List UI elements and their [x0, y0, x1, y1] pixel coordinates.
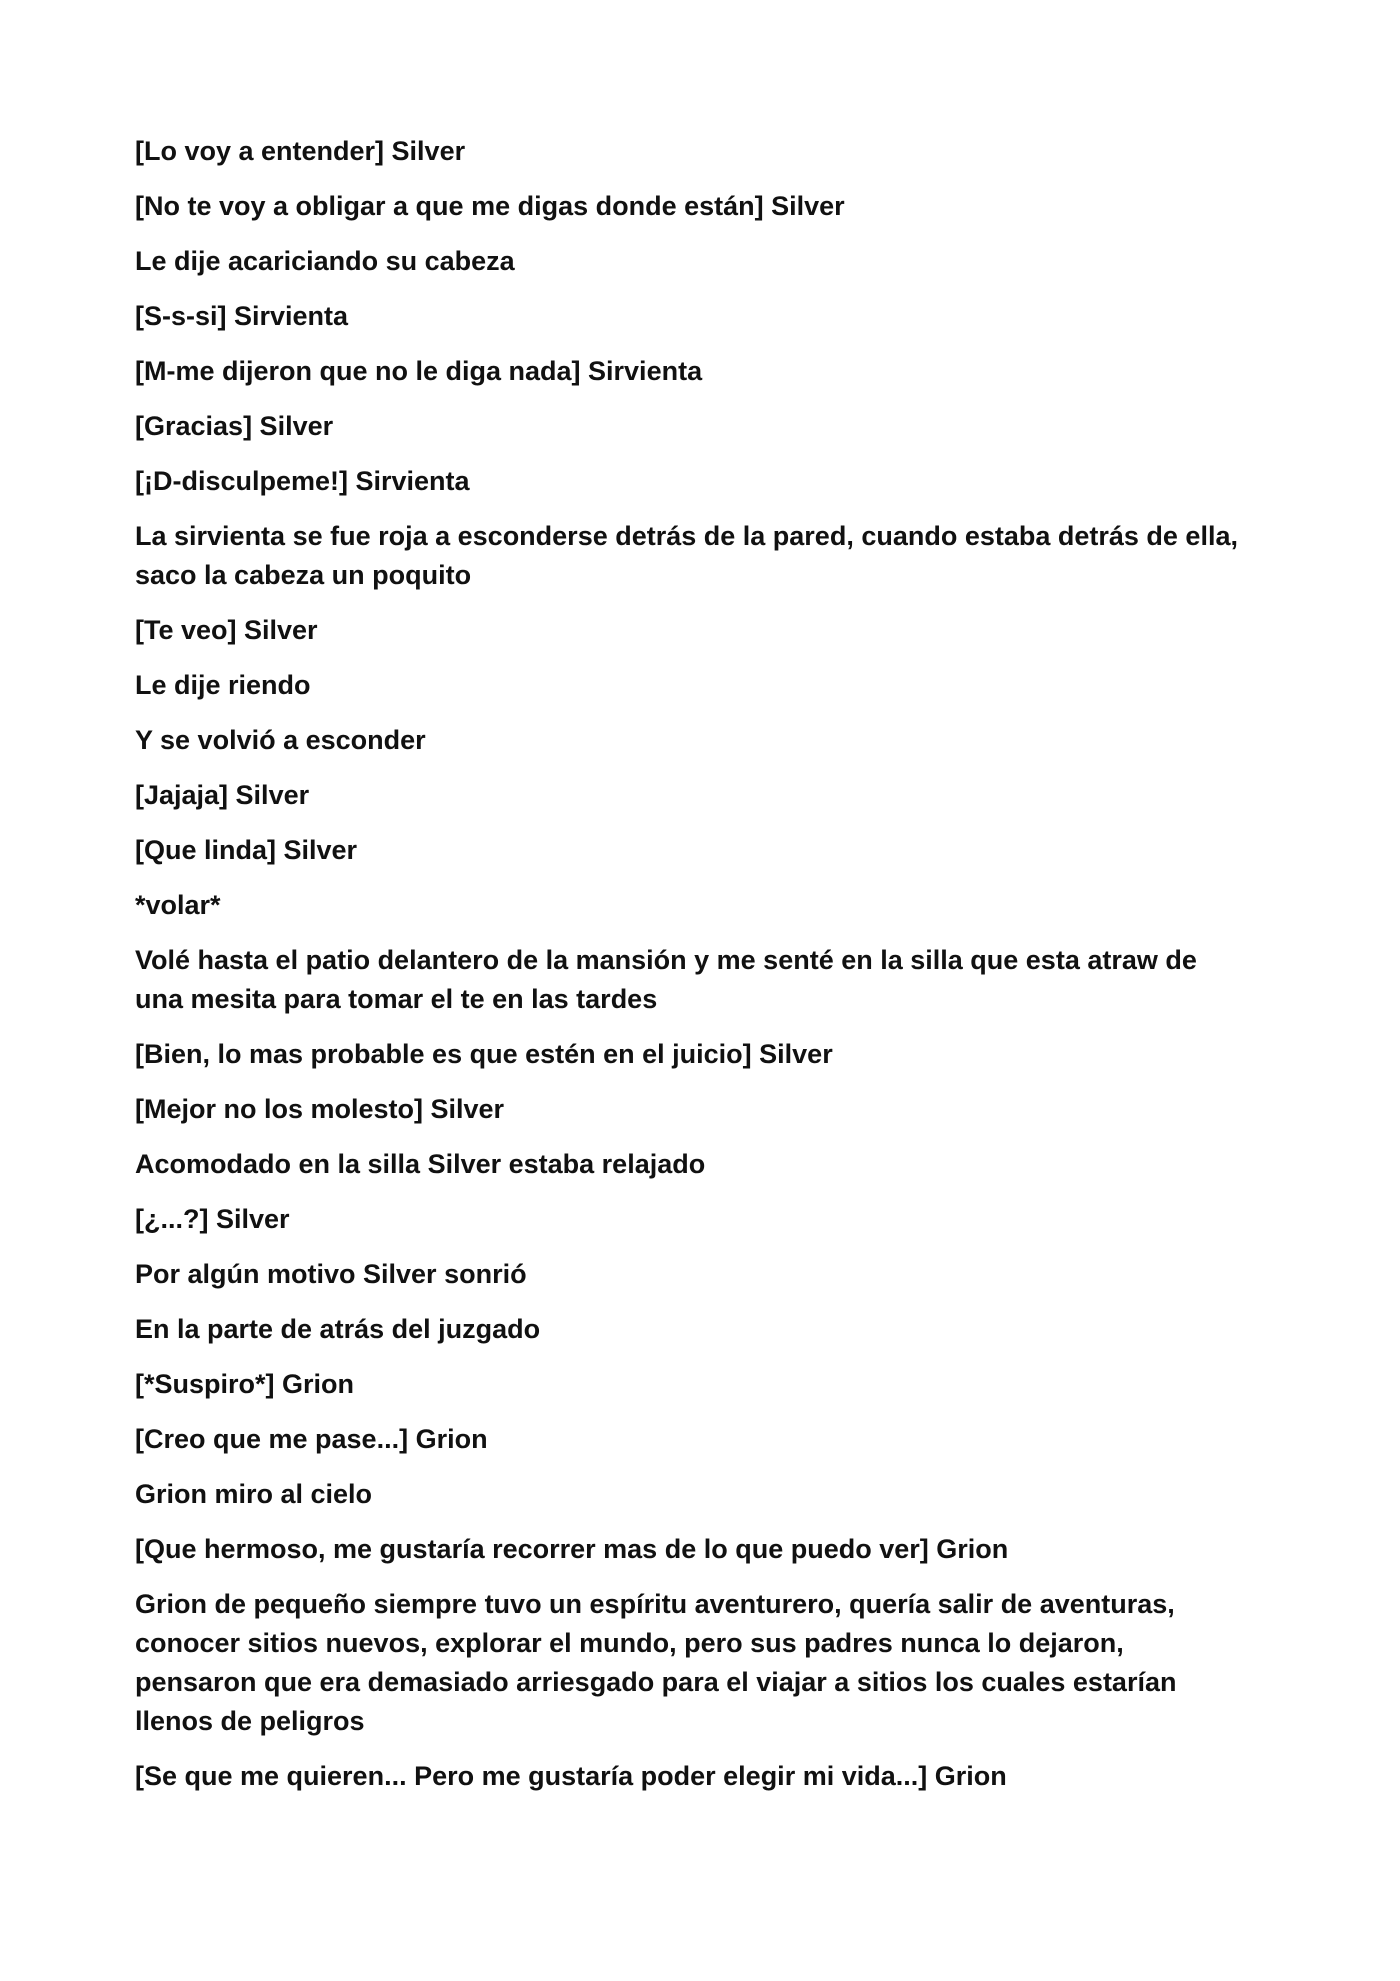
paragraph: [Jajaja] Silver: [135, 780, 310, 810]
paragraph: Y se volvió a esconder: [135, 725, 426, 755]
paragraph: [*Suspiro*] Grion: [135, 1369, 355, 1399]
paragraph: Le dije acariciando su cabeza: [135, 246, 515, 276]
paragraph: Volé hasta el patio delantero de la mansión y me senté en la silla que esta atraw de una mesita para tomar el te en las tardes: [135, 945, 1197, 1014]
paragraph: [¿...?] Silver: [135, 1204, 290, 1234]
paragraph: Acomodado en la silla Silver estaba relajado: [135, 1149, 706, 1179]
paragraph: Por algún motivo Silver sonrió: [135, 1259, 527, 1289]
paragraph: [Que linda] Silver: [135, 835, 358, 865]
paragraph: La sirvienta se fue roja a esconderse detrás de la pared, cuando estaba detrás de ella, saco la cabeza un poquito: [135, 521, 1238, 590]
paragraph: Grion miro al cielo: [135, 1479, 373, 1509]
paragraph: [Lo voy a entender] Silver: [135, 136, 466, 166]
paragraph: [¡D-disculpeme!] Sirvienta: [135, 466, 470, 496]
paragraph: [M-me dijeron que no le diga nada] Sirvienta: [135, 356, 703, 386]
paragraph: [Se que me quieren... Pero me gustaría poder elegir mi vida...] Grion: [135, 1761, 1007, 1791]
paragraph: [Creo que me pase...] Grion: [135, 1424, 488, 1454]
paragraph: Le dije riendo: [135, 670, 311, 700]
paragraph: [S-s-si] Sirvienta: [135, 301, 349, 331]
paragraph: [Gracias] Silver: [135, 411, 334, 441]
paragraph: *volar*: [135, 890, 221, 920]
paragraph: [Que hermoso, me gustaría recorrer mas de lo que puedo ver] Grion: [135, 1534, 1009, 1564]
paragraph: [Bien, lo mas probable es que estén en el juicio] Silver: [135, 1039, 833, 1069]
paragraph: Grion de pequeño siempre tuvo un espíritu aventurero, quería salir de aventuras, conocer sitios nuevos, explorar el mundo, pero sus padres nunca lo dejaron, pensaron que era demasiado arriesgado para el viajar a sitios los cuales estarían llenos de peligros: [135, 1589, 1177, 1736]
paragraph: [Te veo] Silver: [135, 615, 318, 645]
paragraph: [Mejor no los molesto] Silver: [135, 1094, 505, 1124]
paragraph: En la parte de atrás del juzgado: [135, 1314, 541, 1344]
paragraph: [No te voy a obligar a que me digas donde están] Silver: [135, 191, 845, 221]
